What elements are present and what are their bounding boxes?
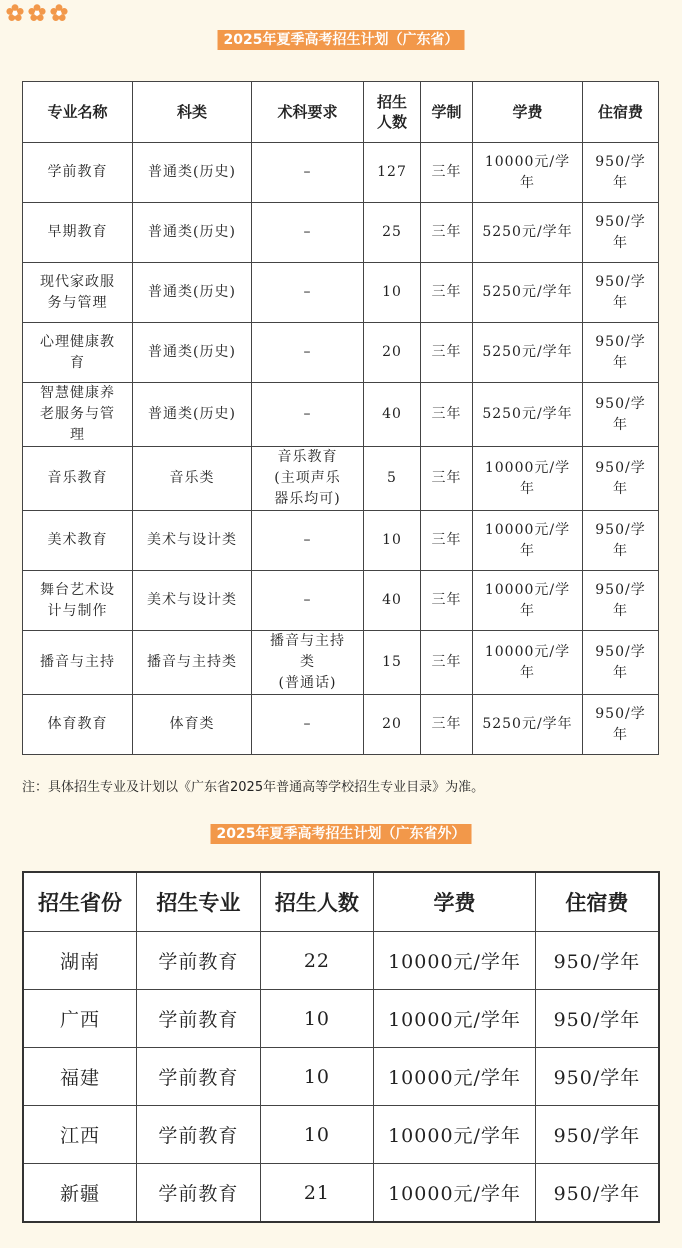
table-cell: 智慧健康养 老服务与管 理 [23, 383, 133, 447]
table-row [23, 1106, 659, 1164]
table-cell: 950/学 年 [583, 511, 659, 571]
column-header: 学费 [374, 872, 536, 932]
table-cell: 21 [260, 1164, 374, 1223]
table-cell: 5250元/学年 [473, 203, 583, 263]
column-header: 学制 [421, 82, 473, 143]
section-title-outside-guangdong: 2025年夏季高考招生计划（广东省外） [211, 824, 472, 844]
table-cell: 三年 [421, 263, 473, 323]
table-cell: 三年 [421, 571, 473, 631]
table-cell: 三年 [421, 383, 473, 447]
table-cell: 950/学 年 [583, 263, 659, 323]
footnote: 注：具体招生专业及计划以《广东省2025年普通高等学校招生专业目录》为准。 [22, 780, 485, 795]
table-row [23, 1048, 659, 1106]
table-cell: 950/学 年 [583, 571, 659, 631]
table-cell: 15 [364, 631, 421, 695]
table-cell: 三年 [421, 143, 473, 203]
table-row [23, 383, 659, 447]
table-cell: 10000元/学年 [374, 1048, 536, 1106]
table-cell: 5250元/学年 [473, 323, 583, 383]
table-cell: 25 [364, 203, 421, 263]
table-row [23, 990, 659, 1048]
flower-icon [50, 4, 68, 22]
table-cell: 学前教育 [137, 1048, 261, 1106]
table-cell: 40 [364, 571, 421, 631]
table-cell: 20 [364, 695, 421, 755]
table-cell: 950/学年 [535, 1164, 659, 1223]
table-cell: 美术与设计类 [133, 571, 252, 631]
table-cell: 10000元/学年 [374, 932, 536, 990]
table-cell: 普通类(历史) [133, 203, 252, 263]
table-cell: 播音与主持 [23, 631, 133, 695]
table-cell: – [252, 383, 364, 447]
column-header: 住宿费 [583, 82, 659, 143]
table-cell: 三年 [421, 511, 473, 571]
table-header-row [23, 82, 659, 143]
table-cell: 10 [260, 1048, 374, 1106]
table-cell: – [252, 695, 364, 755]
flower-decoration [6, 4, 68, 22]
table-row [23, 203, 659, 263]
table-cell: 20 [364, 323, 421, 383]
table-cell: 三年 [421, 203, 473, 263]
table-cell: 福建 [23, 1048, 137, 1106]
table-cell: 体育类 [133, 695, 252, 755]
table-cell: 950/学年 [535, 990, 659, 1048]
table-cell: – [252, 263, 364, 323]
table-cell: 10 [364, 263, 421, 323]
table-cell: – [252, 571, 364, 631]
table-cell: 普通类(历史) [133, 143, 252, 203]
table-cell: 音乐类 [133, 447, 252, 511]
table-cell: 950/学 年 [583, 447, 659, 511]
column-header: 招生省份 [23, 872, 137, 932]
table-cell: 10000元/学 年 [473, 631, 583, 695]
table-cell: 美术教育 [23, 511, 133, 571]
table-cell: 湖南 [23, 932, 137, 990]
table-cell: – [252, 323, 364, 383]
table-cell: 950/学 年 [583, 631, 659, 695]
table-cell: 950/学 年 [583, 323, 659, 383]
flower-icon [28, 4, 46, 22]
table-cell: 三年 [421, 631, 473, 695]
table-cell: 10000元/学年 [374, 990, 536, 1048]
column-header: 术科要求 [252, 82, 364, 143]
table-cell: 心理健康教 育 [23, 323, 133, 383]
table-cell: 950/学 年 [583, 143, 659, 203]
table-cell: 10000元/学 年 [473, 143, 583, 203]
table-cell: 音乐教育 [23, 447, 133, 511]
table-cell: 950/学年 [535, 1106, 659, 1164]
table-cell: 现代家政服 务与管理 [23, 263, 133, 323]
table-cell: 127 [364, 143, 421, 203]
table-cell: 普通类(历史) [133, 323, 252, 383]
table-cell: 广西 [23, 990, 137, 1048]
table-cell: 三年 [421, 323, 473, 383]
column-header: 招生 人数 [364, 82, 421, 143]
table-cell: 播音与主持类 [133, 631, 252, 695]
table-cell: 10000元/学年 [374, 1164, 536, 1223]
table-cell: 学前教育 [137, 990, 261, 1048]
table-cell: 40 [364, 383, 421, 447]
table-cell: 学前教育 [137, 932, 261, 990]
table-cell: 22 [260, 932, 374, 990]
table-cell: 10000元/学年 [374, 1106, 536, 1164]
table-cell: 5250元/学年 [473, 695, 583, 755]
table-cell: 5250元/学年 [473, 383, 583, 447]
table-cell: 10000元/学 年 [473, 447, 583, 511]
table-cell: 5250元/学年 [473, 263, 583, 323]
table-cell: – [252, 203, 364, 263]
table-cell: 江西 [23, 1106, 137, 1164]
table-cell: 三年 [421, 447, 473, 511]
table-cell: 学前教育 [137, 1164, 261, 1223]
table-row [23, 695, 659, 755]
table-cell: 体育教育 [23, 695, 133, 755]
column-header: 住宿费 [535, 872, 659, 932]
section-title-guangdong: 2025年夏季高考招生计划（广东省） [218, 30, 465, 50]
table-row [23, 631, 659, 695]
table-cell: 普通类(历史) [133, 263, 252, 323]
table-cell: 新疆 [23, 1164, 137, 1223]
table-cell: 10 [364, 511, 421, 571]
table-row [23, 1164, 659, 1223]
table-cell: 音乐教育 (主项声乐 器乐均可) [252, 447, 364, 511]
table-cell: 学前教育 [23, 143, 133, 203]
table-row [23, 323, 659, 383]
table-cell: 10 [260, 990, 374, 1048]
column-header: 科类 [133, 82, 252, 143]
table-cell: 早期教育 [23, 203, 133, 263]
column-header: 学费 [473, 82, 583, 143]
outside-guangdong-enrollment-table [22, 871, 660, 1223]
table-header-row [23, 872, 659, 932]
table-cell: 学前教育 [137, 1106, 261, 1164]
table-cell: 950/学 年 [583, 203, 659, 263]
table-cell: 美术与设计类 [133, 511, 252, 571]
table-cell: 10000元/学 年 [473, 571, 583, 631]
guangdong-enrollment-table [22, 81, 659, 755]
table-cell: – [252, 511, 364, 571]
table-cell: 950/学年 [535, 932, 659, 990]
table-cell: 三年 [421, 695, 473, 755]
column-header: 招生专业 [137, 872, 261, 932]
table-cell: 10000元/学 年 [473, 511, 583, 571]
flower-icon [6, 4, 24, 22]
table-cell: 5 [364, 447, 421, 511]
table-cell: 舞台艺术设 计与制作 [23, 571, 133, 631]
table-row [23, 447, 659, 511]
table-cell: 10 [260, 1106, 374, 1164]
column-header: 招生人数 [260, 872, 374, 932]
table-row [23, 571, 659, 631]
table-row [23, 143, 659, 203]
table-cell: 播音与主持 类 (普通话) [252, 631, 364, 695]
table-cell: – [252, 143, 364, 203]
table-row [23, 932, 659, 990]
table-cell: 950/学 年 [583, 383, 659, 447]
table-cell: 950/学年 [535, 1048, 659, 1106]
table-cell: 普通类(历史) [133, 383, 252, 447]
table-row [23, 511, 659, 571]
table-cell: 950/学 年 [583, 695, 659, 755]
table-row [23, 263, 659, 323]
column-header: 专业名称 [23, 82, 133, 143]
